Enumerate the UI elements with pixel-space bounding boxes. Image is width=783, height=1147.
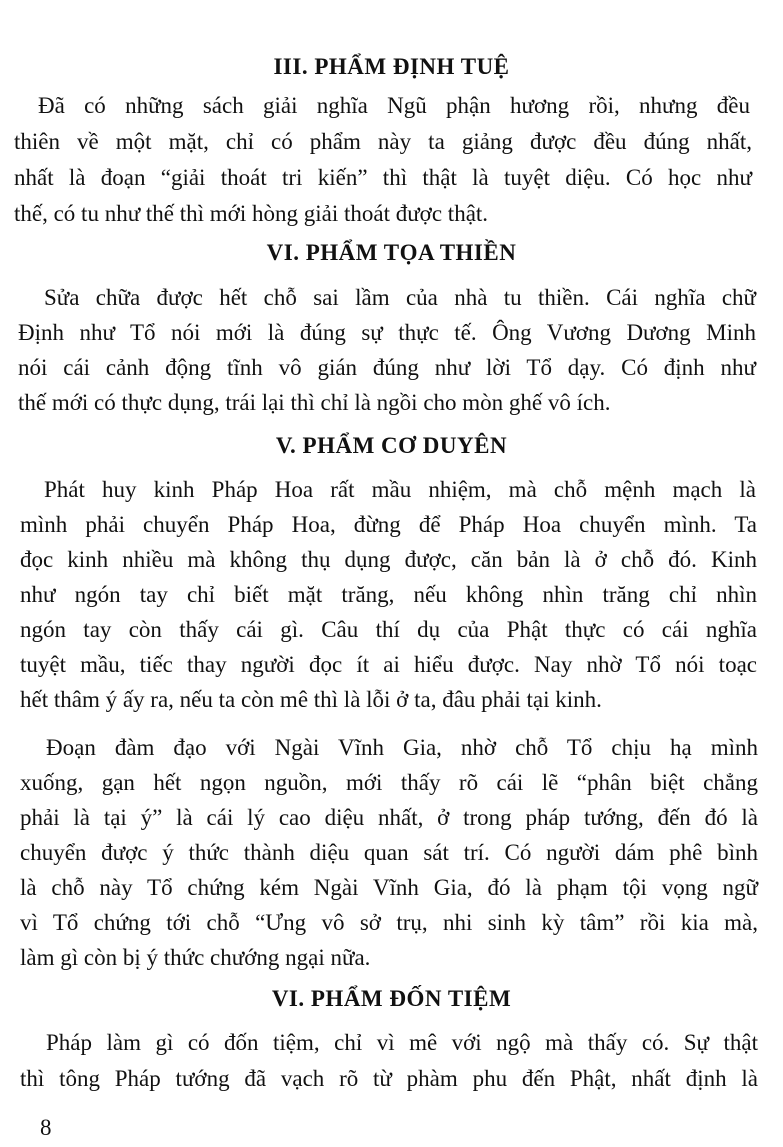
text-line: như ngón tay chỉ biết mặt trăng, nếu không nhìn trăng chỉ nhìn	[20, 582, 757, 607]
text-line: nhất là đoạn “giải thoát tri kiến” thì thật là tuyệt diệu. Có học như	[14, 165, 752, 190]
text-line: Đã có những sách giải nghĩa Ngũ phận hương rồi, nhưng đều	[38, 93, 750, 118]
text-line: hết thâm ý ấy ra, nếu ta còn mê thì là lỗi ở ta, đâu phải tại kinh.	[20, 687, 602, 712]
text-line: là chỗ này Tổ chứng kém Ngài Vĩnh Gia, đó là phạm tội vọng ngữ	[20, 875, 758, 900]
text-line: thì tông Pháp tướng đã vạch rõ từ phàm phu đến Phật, nhất định là	[20, 1066, 758, 1091]
section-heading: VI. PHẨM ĐỐN TIỆM	[271, 986, 512, 1011]
section-heading: V. PHẨM CƠ DUYÊN	[275, 433, 508, 458]
text-line: nói cái cảnh động tĩnh vô gián đúng như lời Tổ dạy. Có định như	[18, 355, 756, 380]
text-line: làm gì còn bị ý thức chướng ngại nữa.	[20, 945, 371, 970]
page-number: 8	[40, 1115, 52, 1140]
text-line: tuyệt mầu, tiếc thay người đọc ít ai hiểu được. Nay nhờ Tổ nói toạc	[20, 652, 757, 677]
text-line: mình phải chuyển Pháp Hoa, đừng để Pháp Hoa chuyển mình. Ta	[20, 512, 757, 537]
text-line: vì Tổ chứng tới chỗ “Ưng vô sở trụ, nhi sinh kỳ tâm” rồi kia mà,	[20, 910, 758, 935]
text-line: thế, có tu như thế thì mới hòng giải thoát được thật.	[14, 201, 489, 226]
section-heading: III. PHẨM ĐỊNH TUỆ	[273, 54, 510, 79]
text-line: Pháp làm gì có đốn tiệm, chỉ vì mê với ngộ mà thấy có. Sự thật	[46, 1030, 758, 1055]
text-line: Đoạn đàm đạo với Ngài Vĩnh Gia, nhờ chỗ Tổ chịu hạ mình	[46, 735, 758, 760]
text-line: chuyển được ý thức thành diệu quan sát trí. Có người dám phê bình	[20, 840, 758, 865]
text-line: thiên về một mặt, chỉ có phẩm này ta giảng được đều đúng nhất,	[14, 129, 752, 154]
text-line: thế mới có thực dụng, trái lại thì chỉ là ngồi cho mòn ghế vô ích.	[18, 390, 611, 415]
text-line: xuống, gạn hết ngọn nguồn, mới thấy rõ cái lẽ “phân biệt chẳng	[20, 770, 758, 795]
text-line: Sửa chữa được hết chỗ sai lầm của nhà tu thiền. Cái nghĩa chữ	[44, 285, 756, 310]
section-heading: VI. PHẨM TỌA THIỀN	[266, 240, 517, 265]
text-line: ngón tay còn thấy cái gì. Câu thí dụ của Phật thực có cái nghĩa	[20, 617, 757, 642]
text-line: Định như Tổ nói mới là đúng sự thực tế. Ông Vương Dương Minh	[18, 320, 756, 345]
text-line: đọc kinh nhiều mà không thụ dụng được, căn bản là ở chỗ đó. Kinh	[20, 547, 757, 572]
text-line: Phát huy kinh Pháp Hoa rất mầu nhiệm, mà chỗ mệnh mạch là	[44, 477, 756, 502]
text-line: phải là tại ý” là cái lý cao diệu nhất, ở trong pháp tướng, đến đó là	[20, 805, 758, 830]
